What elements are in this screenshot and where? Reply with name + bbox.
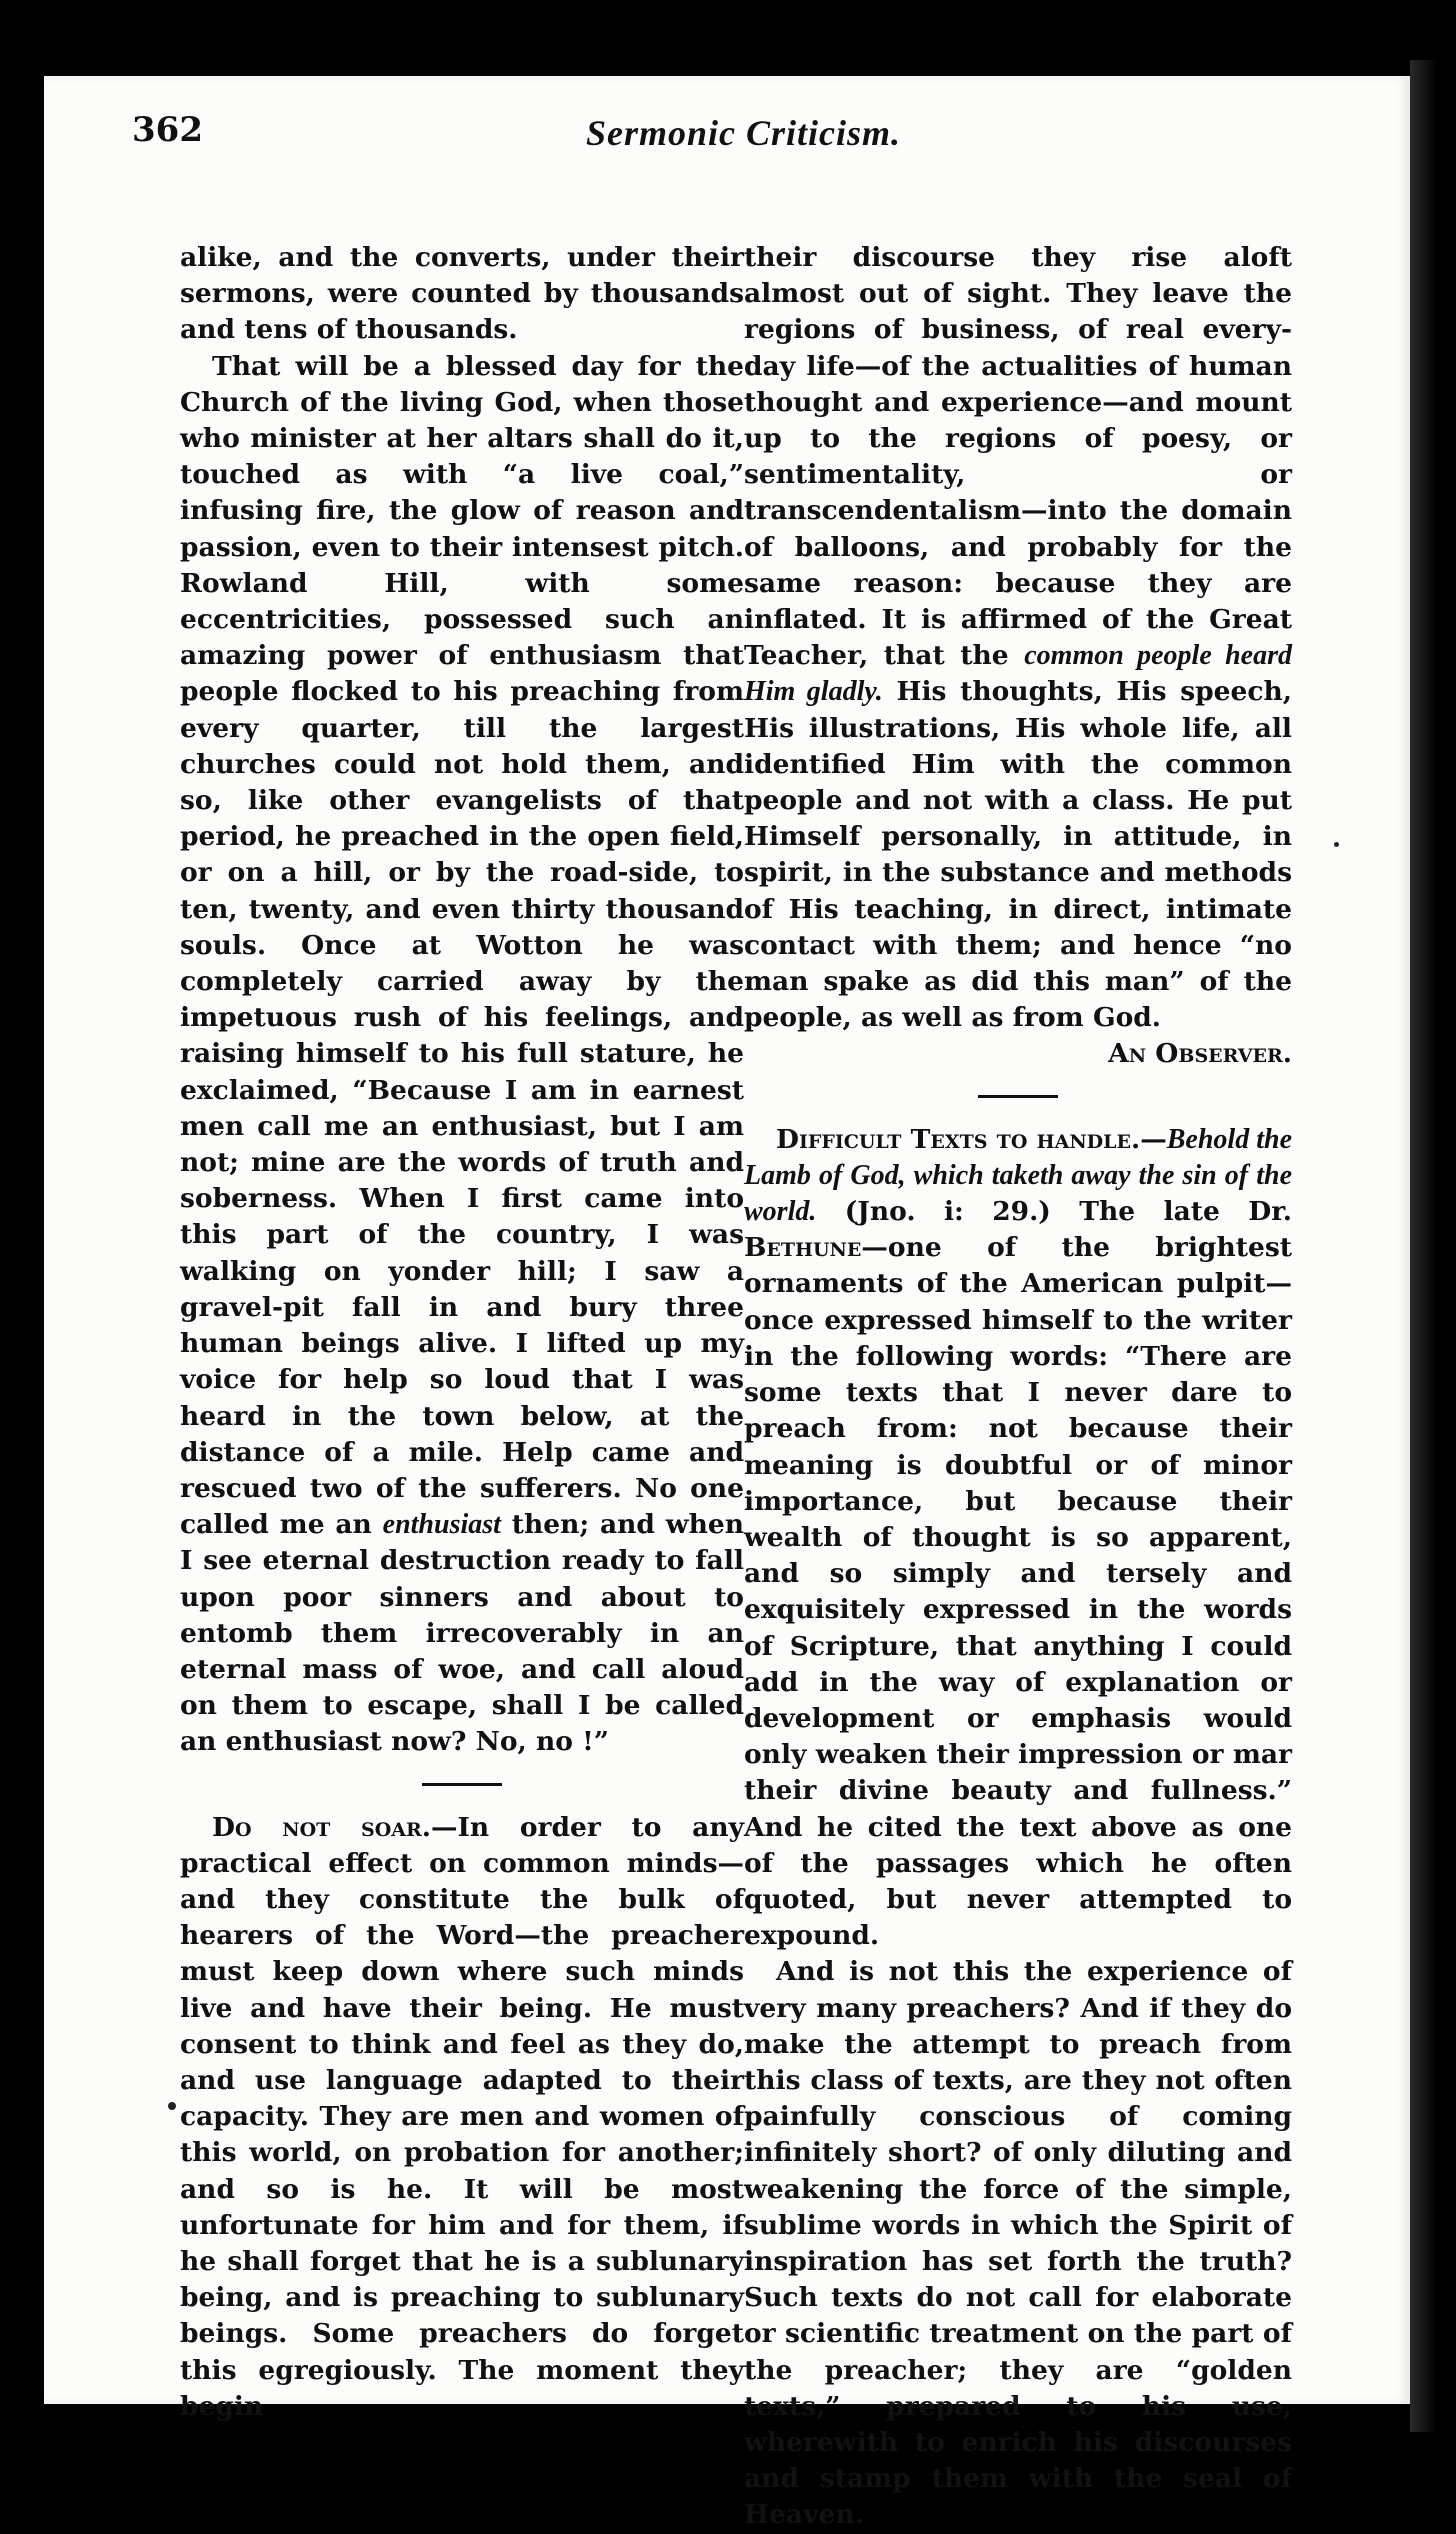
scripture-quote: Behold the Lamb of God, which taketh away the sin of the world.	[744, 1123, 1292, 1228]
emphasis-common-people: common people heard Him gladly.	[744, 640, 1292, 708]
right-column	[744, 240, 1292, 2534]
emphasis-enthusiast: enthusiast	[382, 1509, 501, 1541]
page-number: 362	[132, 110, 203, 150]
right-paragraph-3: And is not this the experience of very many preachers? And if they do make the attempt to preach from this class of texts, are they not often painfully conscious of coming infinitely short? of only diluting and weakening the force of the simple, sublime words in which the Spirit of inspiration has set forth the truth? Such texts do not call for elaborate or scientific treatment on the part of the preacher; they are “golden texts,” prepared to his use, wherewith to enrich his discourses and stamp them with the seal of Heaven.	[744, 1956, 1292, 2531]
scan-edge	[1410, 60, 1456, 2432]
section-divider	[422, 1783, 502, 1786]
section-heading-difficult-texts: Difficult Texts to handle.	[776, 1123, 1141, 1155]
left-paragraph-2: That will be a blessed day for the Church of the living God, when those who minister at her altars shall do it, touched as with “a live coal,” infusing fire, the glow of reason and passion, even to their intensest pitch. Rowland Hill, with some eccentricities, possessed such an amazing power of enthusiasm that people flocked to his preaching from every quarter, till the largest churches could not hold them, and so, like other evangelists of that period, he preached in the open field, or on a hill, or by the road-side, to ten, twenty, and even thirty thousand souls. Once at Wotton he was completely carried away by the impetuous rush of his feelings, and raising himself to his full stature, he exclaimed, “Because I am in earnest men call me an enthusiast, but I am not; mine are the words of truth and soberness. When I first came into this part of the country, I was walking on yonder hill; I saw a gravel-pit fall in and bury three human beings alive. I lifted up my voice for help so loud that I was heard in the town below, at the distance of a mile. Help came and rescued two of the sufferers. No one called me an enthusiast then; and when I see eternal destruction ready to fall upon poor sinners and about to entomb them irrecoverably in an eternal mass of woe, and call aloud on them to escape, shall I be called an enthusiast now? No, no !”	[180, 350, 744, 1758]
left-paragraph-3: Do not soar.—In order to any practical effect on common minds—and they constitute the bulk of hearers of the Word—the preacher must keep down where such minds live and have their being. He must consent to think and feel as they do, and use language adapted to their capacity. They are men and women of this world, on probation for another; and so is he. It will be most unfortunate for him and for them, if he shall forget that he is a sublunary being, and is preaching to sublunary beings. Some preachers do forget this egregiously. The moment they begin	[180, 1811, 744, 2422]
left-column	[180, 240, 744, 2425]
left-paragraph-1: alike, and the converts, under their sermons, were counted by thousands and tens of thousands.	[180, 242, 744, 346]
running-title: Sermonic Criticism.	[586, 113, 902, 153]
page-header	[0, 110, 1456, 170]
section-heading-do-not-soar: Do not soar.	[212, 1811, 432, 1843]
scan-speck-2	[1334, 842, 1339, 847]
signature: An Observer.	[1108, 1038, 1292, 1070]
right-paragraph-2: Difficult Texts to handle.—Behold the Lamb of God, which taketh away the sin of the world. (Jno. i: 29.) The late Dr. Bethune—one of the brightest ornaments of the American pulpit—once expressed himself to the writer in the following words: “There are some texts that I never dare to preach from: not because their meaning is doubtful or of minor importance, but because their wealth of thought is so apparent, and so simply and tersely and exquisitely expressed in the words of Scripture, that anything I could add in the way of explanation or development or emphasis would only weaken their impression or mar their divine beauty and fullness.” And he cited the text above as one of the passages which he often quoted, but never attempted to expound.	[744, 1123, 1292, 1952]
right-paragraph-1: their discourse they rise aloft almost out of sight. They leave the regions of business, of real every-day life—of the actualities of human thought and experience—and mount up to the regions of poesy, or sentimentality, or transcendentalism—into the domain of balloons, and probably for the same reason: because they are inflated. It is affirmed of the Great Teacher, that the common people heard Him gladly. His thoughts, His speech, His illustrations, His whole life, all identified Him with the common people and not with a class. He put Himself personally, in attitude, in spirit, in the substance and methods of His teaching, in direct, intimate contact with them; and hence “no man spake as did this man” of the people, as well as from God. An Observer.	[744, 240, 1292, 1073]
scan-speck	[168, 2102, 176, 2110]
name-bethune: Bethune	[744, 1232, 862, 1264]
section-divider-2	[978, 1095, 1058, 1098]
